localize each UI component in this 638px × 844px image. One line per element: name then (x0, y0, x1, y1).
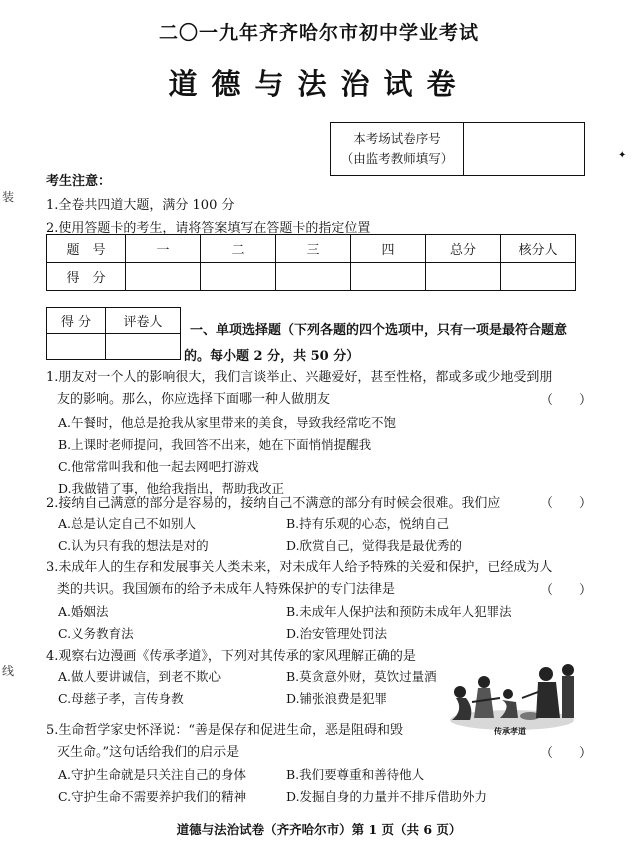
seat-box-label (331, 123, 464, 176)
score-header-cell: 三 (276, 235, 351, 263)
option-c: C.义务教育法 (58, 626, 134, 641)
question-stem: 5.生命哲学家史怀泽说：“善是保存和促进生命，恶是阻碍和毁 (46, 723, 404, 738)
score-header-cell: 总分 (426, 235, 501, 263)
score-cell[interactable] (426, 263, 501, 291)
option-b: B.上课时老师提问，我回答不出来，她在下面悄悄提醒我 (58, 437, 372, 452)
option-d: D.欣赏自己，觉得我是最优秀的 (286, 538, 463, 553)
question-stem: 类的共识。我国颁布的给予未成年人特殊保护的专门法律是 (57, 582, 396, 597)
question-stem: 友的影响。那么，你应选择下面哪一种人做朋友 (57, 392, 331, 407)
section-heading-line1: 一、单项选择题（下列各题的四个选项中，只有一项是最符合题意 (190, 323, 568, 338)
seat-number-cell[interactable] (464, 123, 585, 176)
scan-dot: ✦ (618, 150, 627, 161)
option-a: A.午餐时，他总是抢我从家里带来的美食，导致我经常吃不饱 (58, 415, 397, 430)
grader-table (46, 307, 181, 360)
page-footer: 道德与法治试卷（齐齐哈尔市）第 1 页（共 6 页） (176, 822, 462, 837)
grader-name-label: 评卷人 (106, 308, 181, 334)
section-heading-line2: 的。每小题 2 分，共 50 分） (184, 349, 360, 364)
question-5 (46, 720, 466, 764)
option-d: D.铺张浪费是犯罪 (286, 691, 388, 706)
binding-mark: 装 (2, 190, 15, 204)
option-c: C.母慈子孝，言传身教 (58, 691, 184, 706)
notice-heading: 考生注意： (46, 174, 112, 189)
grader-name-cell[interactable] (106, 334, 181, 360)
option-a: A.做人要讲诚信，到老不欺心 (58, 669, 222, 684)
score-header-cell: 二 (201, 235, 276, 263)
option-b: B.未成年人保护法和预防未成年人犯罪法 (286, 604, 512, 619)
answer-paren[interactable]: （ ） (540, 746, 593, 761)
notice-item-1: 1.全卷共四道大题，满分 100 分 (46, 198, 235, 213)
option-d: D.发掘自身的力量并不排斥借助外力 (286, 789, 488, 804)
option-c: C.他常常叫我和他一起去网吧打游戏 (58, 459, 259, 474)
question-1-options (58, 412, 396, 500)
seat-number-box (330, 122, 585, 176)
cut-line-mark: 线 (2, 664, 15, 678)
score-table-score-row (47, 263, 576, 291)
score-row-label: 得 分 (47, 263, 126, 291)
score-cell[interactable] (501, 263, 576, 291)
option-b: B.我们要尊重和善待他人 (286, 767, 425, 782)
grader-score-cell[interactable] (47, 334, 106, 360)
score-header-cell: 一 (126, 235, 201, 263)
score-cell[interactable] (351, 263, 426, 291)
option-a: A.总是认定自己不如别人 (58, 516, 197, 531)
question-2-stem: 2.接纳自己满意的部分是容易的，接纳自己不满意的部分有时候会很难。我们应 (46, 496, 501, 511)
score-cell[interactable] (126, 263, 201, 291)
option-d: D.治安管理处罚法 (286, 626, 388, 641)
grader-score-label: 得 分 (47, 308, 106, 334)
score-table (46, 234, 576, 291)
question-stem: 1.朋友对一个人的影响很大，我们言谈举止、兴趣爱好，甚至性格，都或多或少地受到朋 (46, 370, 553, 385)
answer-paren[interactable]: （ ） (540, 496, 593, 511)
option-b: B.持有乐观的心态，悦纳自己 (286, 516, 450, 531)
exam-title: 二〇一九年齐齐哈尔市初中学业考试 (158, 22, 479, 44)
notice-item-2: 2.使用答题卡的考生，请将答案填写在答题卡的指定位置 (46, 221, 371, 236)
subject-title: 道德与法治试卷 (168, 67, 470, 101)
score-table-header-row (47, 235, 576, 263)
option-a: A.婚姻法 (58, 604, 109, 619)
cartoon-caption: 传承孝道 (494, 726, 526, 736)
score-cell[interactable] (276, 263, 351, 291)
answer-paren[interactable]: （ ） (540, 583, 593, 598)
score-header-cell: 题 号 (47, 235, 126, 263)
question-3 (46, 557, 606, 601)
question-1 (46, 367, 596, 411)
score-cell[interactable] (201, 263, 276, 291)
option-b: B.莫贪意外财，莫饮过量酒 (286, 669, 437, 684)
answer-paren[interactable]: （ ） (540, 393, 593, 408)
option-c: C.守护生命不需要养护我们的精神 (58, 789, 247, 804)
score-header-cell: 核分人 (501, 235, 576, 263)
option-c: C.认为只有我的想法是对的 (58, 538, 209, 553)
section-heading (184, 318, 568, 370)
seat-box-line2: （由监考教师填写） (340, 151, 454, 166)
score-header-cell: 四 (351, 235, 426, 263)
question-stem: 灭生命。”这句话给我们的启示是 (57, 745, 240, 760)
question-stem: 3.未成年人的生存和发展事关人类未来，对未成年人给予特殊的关爱和保护，已经成为人 (46, 560, 553, 575)
seat-box-line1: 本考场试卷序号 (353, 131, 441, 146)
question-4-stem: 4.观察右边漫画《传承孝道》，下列对其传承的家风理解正确的是 (46, 649, 416, 664)
option-a: A.守护生命就是只关注自己的身体 (58, 767, 247, 782)
option-d: D.我做错了事，他给我指出，帮助我改正 (58, 481, 285, 496)
